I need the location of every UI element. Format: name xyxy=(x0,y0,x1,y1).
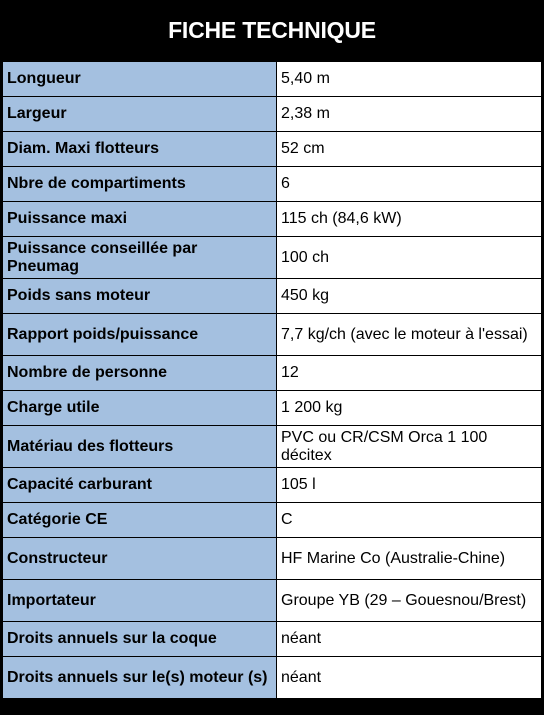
table-row xyxy=(3,314,542,356)
row-value: 5,40 m xyxy=(277,62,542,97)
row-value: 115 ch (84,6 kW) xyxy=(277,202,542,237)
table-row xyxy=(3,580,542,622)
row-value: C xyxy=(277,503,542,538)
row-label: Rapport poids/puissance xyxy=(3,314,277,356)
table-row xyxy=(3,97,542,132)
row-value: 6 xyxy=(277,167,542,202)
row-label: Puissance conseillée par Pneumag xyxy=(3,237,277,279)
table-row xyxy=(3,132,542,167)
row-value: 52 cm xyxy=(277,132,542,167)
row-label: Catégorie CE xyxy=(3,503,277,538)
row-label: Droits annuels sur la coque xyxy=(3,622,277,657)
row-label: Poids sans moteur xyxy=(3,279,277,314)
row-value: 2,38 m xyxy=(277,97,542,132)
table-row xyxy=(3,657,542,699)
row-label: Capacité carburant xyxy=(3,468,277,503)
row-value: 7,7 kg/ch (avec le moteur à l'essai) xyxy=(277,314,542,356)
table-row xyxy=(3,62,542,97)
table-row xyxy=(3,622,542,657)
row-value: néant xyxy=(277,657,542,699)
row-label: Largeur xyxy=(3,97,277,132)
table-row xyxy=(3,391,542,426)
row-value: néant xyxy=(277,622,542,657)
row-label: Diam. Maxi flotteurs xyxy=(3,132,277,167)
row-label: Constructeur xyxy=(3,538,277,580)
row-value: PVC ou CR/CSM Orca 1 100 décitex xyxy=(277,426,542,468)
row-value: 12 xyxy=(277,356,542,391)
spec-table xyxy=(2,61,542,699)
table-row xyxy=(3,503,542,538)
row-value: 105 l xyxy=(277,468,542,503)
table-row xyxy=(3,468,542,503)
row-value: 1 200 kg xyxy=(277,391,542,426)
table-row xyxy=(3,237,542,279)
row-label: Matériau des flotteurs xyxy=(3,426,277,468)
table-row xyxy=(3,167,542,202)
row-value: 100 ch xyxy=(277,237,542,279)
table-row xyxy=(3,426,542,468)
table-row xyxy=(3,538,542,580)
row-label: Longueur xyxy=(3,62,277,97)
table-row xyxy=(3,356,542,391)
row-label: Charge utile xyxy=(3,391,277,426)
sheet-title: FICHE TECHNIQUE xyxy=(2,2,542,61)
row-value: 450 kg xyxy=(277,279,542,314)
table-row xyxy=(3,279,542,314)
table-row xyxy=(3,202,542,237)
row-value: Groupe YB (29 – Gouesnou/Brest) xyxy=(277,580,542,622)
row-label: Nbre de compartiments xyxy=(3,167,277,202)
row-label: Puissance maxi xyxy=(3,202,277,237)
row-label: Nombre de personne xyxy=(3,356,277,391)
row-value: HF Marine Co (Australie-Chine) xyxy=(277,538,542,580)
row-label: Importateur xyxy=(3,580,277,622)
row-label: Droits annuels sur le(s) moteur (s) xyxy=(3,657,277,699)
